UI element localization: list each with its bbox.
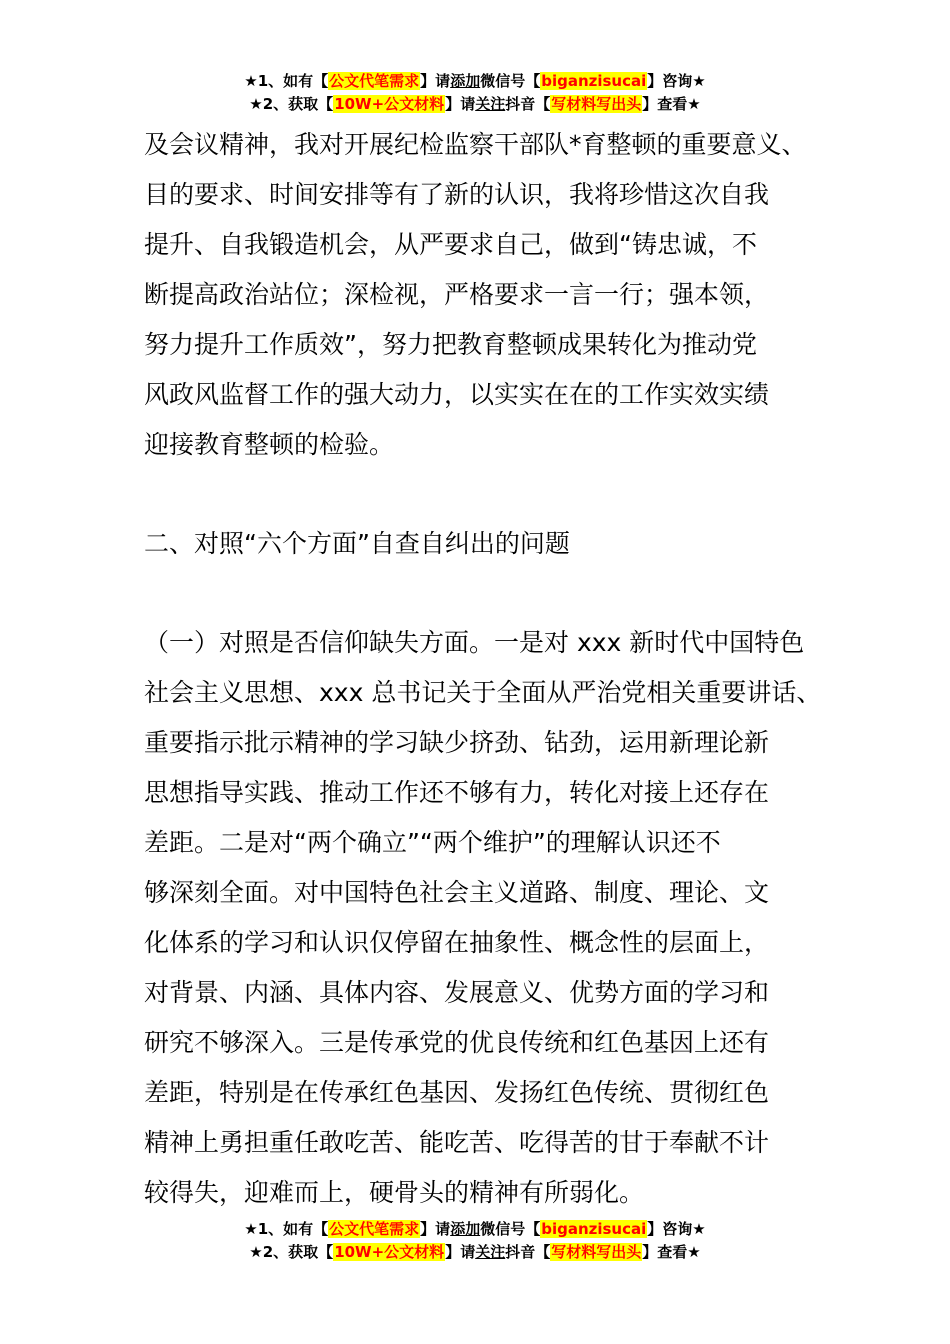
banner-text: 微信号【 (480, 72, 541, 90)
banner-text: ★1、如有【 (244, 1220, 329, 1238)
banner-highlight: 公文代笔需求 (329, 1220, 420, 1238)
banner-text: 】请 (445, 1243, 476, 1261)
banner-highlight: 写材料写出头 (551, 95, 642, 113)
banner-text: 】咨询★ (647, 1220, 706, 1238)
text-line: 目的要求、时间安排等有了新的认识，我将珍惜这次自我 (144, 180, 770, 209)
banner-highlight: biganzisucai (541, 1220, 647, 1238)
banner-line-1 (0, 70, 950, 93)
banner-highlight: 10W+公文材料 (334, 95, 445, 113)
banner-text: ★2、获取【 (249, 95, 334, 113)
banner-underlined: 添加 (450, 72, 481, 90)
banner-underlined: 关注 (475, 95, 506, 113)
text-line: 精神上勇担重任敢吃苦、能吃苦、吃得苦的甘于奉献不计 (144, 1128, 770, 1157)
text-line: 风政风监督工作的强大动力，以实实在在的工作实效实绩 (144, 380, 770, 409)
text-line: 化体系的学习和认识仅停留在抽象性、概念性的层面上， (144, 928, 770, 957)
text-line: 够深刻全面。对中国特色社会主义道路、制度、理论、文 (144, 878, 770, 907)
banner-highlight: 公文代笔需求 (329, 72, 420, 90)
text-line: 差距。二是对“两个确立”“两个维护”的理解认识还不 (144, 828, 721, 857)
text-line: （一）对照是否信仰缺失方面。一是对 xxx 新时代中国特色 (144, 628, 805, 657)
bottom-banner (0, 1218, 950, 1264)
paragraph-2 (144, 618, 824, 1218)
banner-line-2 (0, 93, 950, 116)
text-line: 社会主义思想、xxx 总书记关于全面从严治党相关重要讲话、 (144, 678, 822, 707)
section-heading-block (144, 519, 824, 569)
banner-text: 微信号【 (480, 1220, 541, 1238)
text-line: 对背景、内涵、具体内容、发展意义、优势方面的学习和 (144, 978, 770, 1007)
section-heading: 二、对照“六个方面”自查自纠出的问题 (144, 529, 570, 558)
text-line: 努力提升工作质效”，努力把教育整顿成果转化为推动党 (144, 330, 757, 359)
top-banner (0, 70, 950, 116)
text-line: 及会议精神，我对开展纪检监察干部队*育整顿的重要意义、 (144, 130, 807, 159)
text-line: 较得失，迎难而上，硬骨头的精神有所弱化。 (144, 1178, 645, 1207)
banner-text: 】请 (445, 95, 476, 113)
paragraph-1 (144, 120, 824, 470)
banner-text: 】查看★ (642, 1243, 701, 1261)
banner-text: 抖音【 (505, 95, 551, 113)
text-line: 提升、自我锻造机会，从严要求自己，做到“铸忠诚，不 (144, 230, 757, 259)
text-line: 差距，特别是在传承红色基因、发扬红色传统、贯彻红色 (144, 1078, 770, 1107)
banner-underlined: 添加 (450, 1220, 481, 1238)
banner-text: 】查看★ (642, 95, 701, 113)
banner-text: ★2、获取【 (249, 1243, 334, 1261)
banner-highlight: 10W+公文材料 (334, 1243, 445, 1261)
banner-text: 】咨询★ (647, 72, 706, 90)
banner-underlined: 关注 (475, 1243, 506, 1261)
banner-highlight: biganzisucai (541, 72, 647, 90)
banner-highlight: 写材料写出头 (551, 1243, 642, 1261)
banner-text: ★1、如有【 (244, 72, 329, 90)
banner-text: 抖音【 (505, 1243, 551, 1261)
text-line: 重要指示批示精神的学习缺少挤劲、钻劲，运用新理论新 (144, 728, 770, 757)
text-line: 思想指导实践、推动工作还不够有力，转化对接上还存在 (144, 778, 770, 807)
text-line: 迎接教育整顿的检验。 (144, 430, 395, 459)
text-line: 断提高政治站位；深检视，严格要求一言一行；强本领， (144, 280, 770, 309)
banner-line-1 (0, 1218, 950, 1241)
banner-text: 】请 (420, 72, 451, 90)
banner-text: 】请 (420, 1220, 451, 1238)
banner-line-2 (0, 1241, 950, 1264)
text-line: 研究不够深入。三是传承党的优良传统和红色基因上还有 (144, 1028, 770, 1057)
